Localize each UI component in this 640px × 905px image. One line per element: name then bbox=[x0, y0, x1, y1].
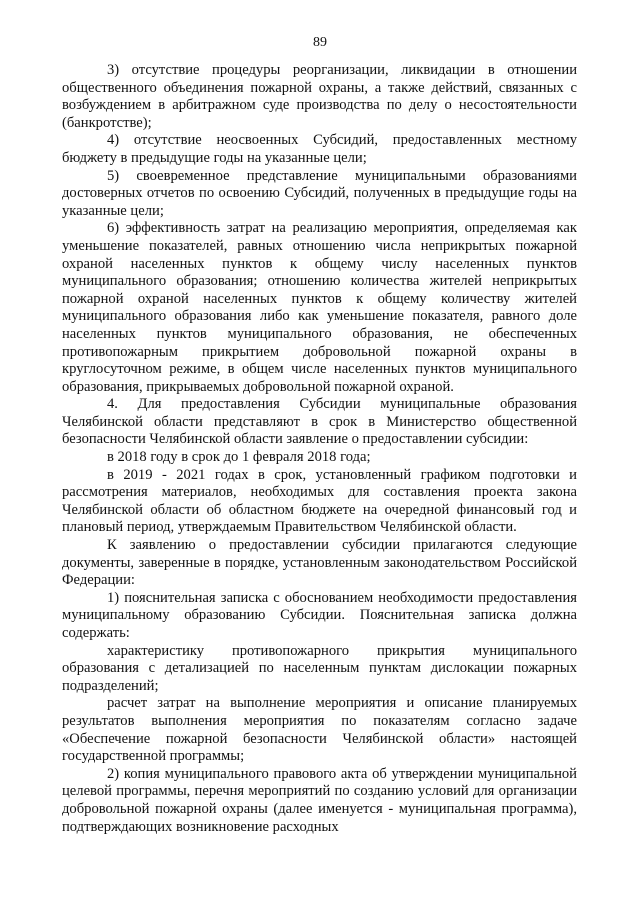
paragraph-fire-coverage-characteristics: характеристику противопожарного прикрытия муниципального образования с детализацией по населенным пунктам дислокации пожарных подразделений; bbox=[62, 642, 577, 694]
paragraph-item-6-cost-efficiency: 6) эффективность затрат на реализацию мероприятия, определяемая как уменьшение показателей, равных отношению числа неприкрытых пожарной охраной населенных пунктов к общему числу населенных пунктов муниципального образования; отношению количества жителей неприкрытых пожарной охраной населенных пунктов к общему количеству жителей муниципального образования либо как уменьшение показателя, равного доле населенных пунктов муниципального образования, не обеспеченных противопожарным прикрытием добровольной пожарной охраны в круглосуточном режиме, в общем числе населенных пунктов муниципального образования, прикрываемых добровольной пожарной охраной. bbox=[62, 220, 577, 395]
paragraph-attached-documents: К заявлению о предоставлении субсидии прилагаются следующие документы, заверенные в порядке, установленным законодательством Российской Федерации: bbox=[62, 537, 577, 589]
document-body bbox=[62, 62, 577, 836]
page-number: 89 bbox=[313, 35, 327, 50]
paragraph-item-5-timely-reports: 5) своевременное представление муниципальными образованиями достоверных отчетов по освоению Субсидий, полученных в предыдущие годы на указанные цели; bbox=[62, 167, 577, 219]
paragraph-municipal-act-copy: 2) копия муниципального правового акта об утверждении муниципальной целевой программы, перечня мероприятий по созданию условий для организации добровольной пожарной охраны (далее именуется - муниципальная программа), подтверждающих возникновение расходных bbox=[62, 765, 577, 835]
paragraph-deadline-2019-2021: в 2019 - 2021 годах в срок, установленный графиком подготовки и рассмотрения материалов, необходимых для составления проекта закона Челябинской области об областном бюджете на очередной финансовый год и плановый период, утверждаемым Правительством Челябинской области. bbox=[62, 466, 577, 536]
paragraph-deadline-2018: в 2018 году в срок до 1 февраля 2018 года; bbox=[107, 449, 371, 466]
paragraph-explanatory-note: 1) пояснительная записка с обоснованием необходимости предоставления муниципальному образованию Субсидии. Пояснительная записка должна содержать: bbox=[62, 589, 577, 641]
paragraph-cost-calculation: расчет затрат на выполнение мероприятия и описание планируемых результатов выполнения мероприятия по показателям согласно задаче «Обеспечение пожарной безопасности Челябинской области» настоящей государственной программы; bbox=[62, 695, 577, 765]
paragraph-item-4-no-unused-subsidies: 4) отсутствие неосвоенных Субсидий, предоставленных местному бюджету в предыдущие годы на указанные цели; bbox=[62, 132, 577, 166]
paragraph-clause-4-application: 4. Для предоставления Субсидии муниципальные образования Челябинской области представляют в срок в Министерство общественной безопасности Челябинской области заявление о предоставлении субсидии: bbox=[62, 396, 577, 448]
paragraph-item-3-no-reorganization: 3) отсутствие процедуры реорганизации, ликвидации в отношении общественного объединения пожарной охраны, а также действий, связанных с возбуждением в арбитражном суде производства по делу о несостоятельности (банкротстве); bbox=[62, 62, 577, 131]
